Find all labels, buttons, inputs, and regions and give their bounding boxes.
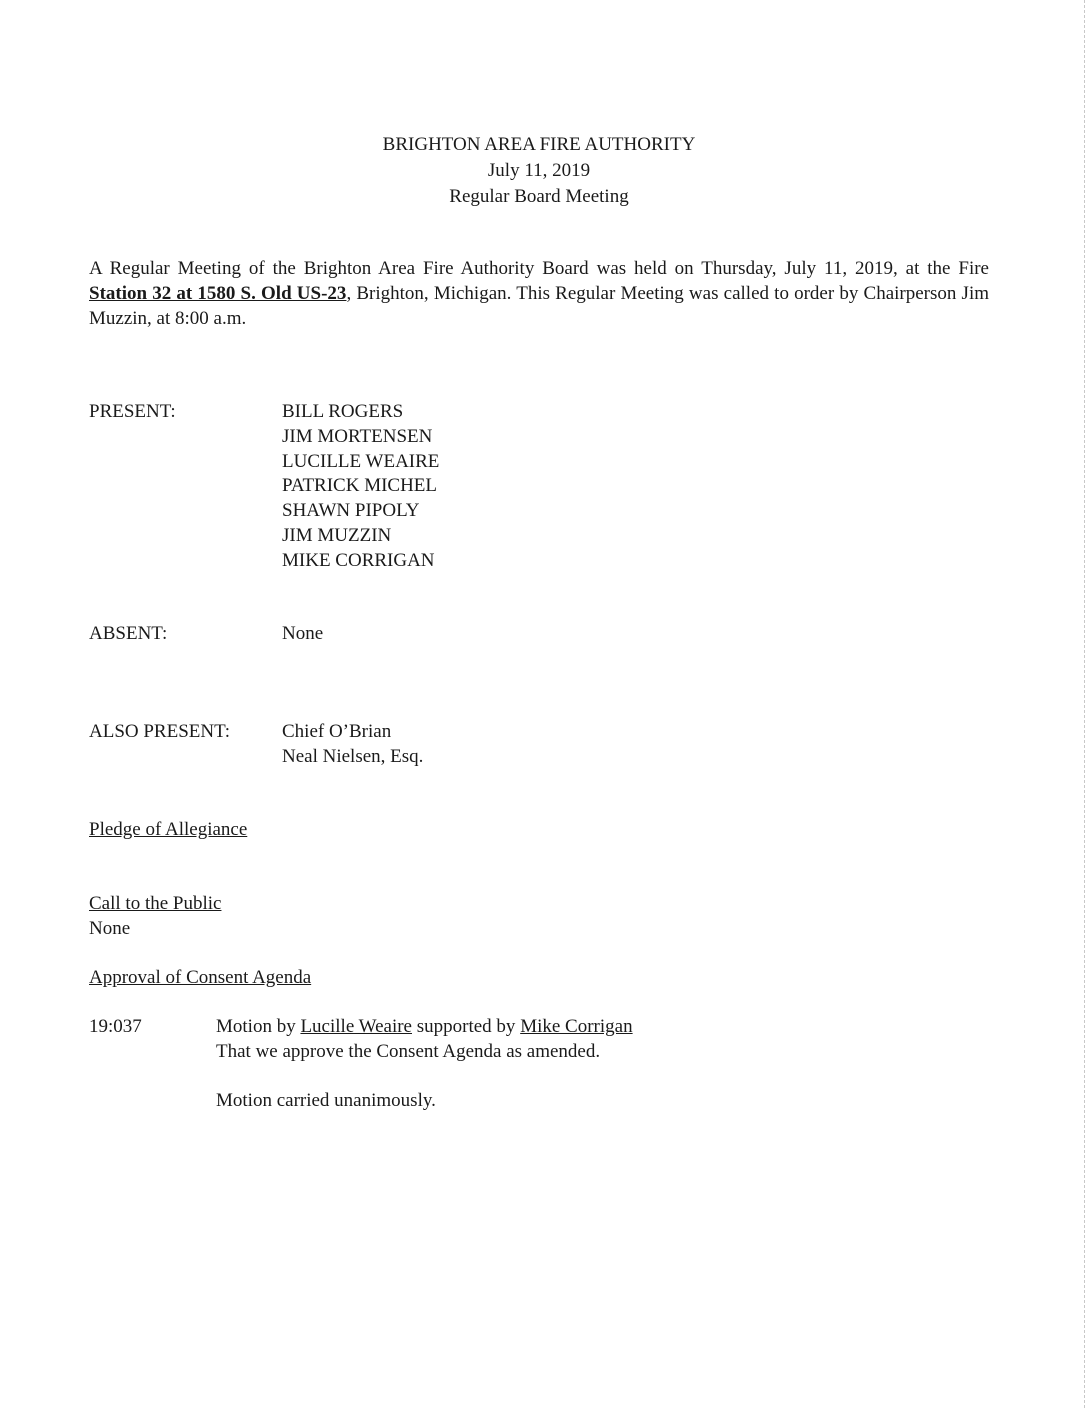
- motion-result: Motion carried unanimously.: [216, 1090, 436, 1111]
- absent-value: None: [282, 623, 324, 644]
- call-to-public-heading: Call to the Public: [89, 893, 222, 914]
- motion-supporter: Mike Corrigan: [520, 1016, 633, 1037]
- present-member: BILL ROGERS: [282, 401, 404, 422]
- present-label: PRESENT:: [89, 401, 176, 422]
- present-list: [282, 400, 439, 574]
- present-member: PATRICK MICHEL: [282, 475, 438, 497]
- scan-edge-line: [1083, 0, 1085, 1408]
- also-present-label: ALSO PRESENT:: [89, 721, 231, 742]
- present-member: JIM MUZZIN: [282, 524, 392, 546]
- motion-text: That we approve the Consent Agenda as amended.: [216, 1040, 601, 1062]
- org-name: BRIGHTON AREA FIRE AUTHORITY: [382, 134, 696, 155]
- also-present-member: Chief O’Brian: [282, 721, 392, 742]
- motion-middle: supported by: [412, 1016, 521, 1037]
- present-member: JIM MORTENSEN: [282, 425, 433, 447]
- motion-line: [216, 1015, 633, 1040]
- also-present-member: Neal Nielsen, Esq.: [282, 745, 424, 767]
- intro-paragraph: [89, 256, 989, 331]
- motion-number: 19:037: [89, 1016, 142, 1037]
- call-to-public-value: None: [89, 918, 131, 939]
- consent-agenda-heading: Approval of Consent Agenda: [89, 967, 312, 988]
- document-header: [0, 132, 1078, 210]
- motion-body: [216, 1015, 633, 1064]
- also-present-list: [282, 720, 423, 770]
- present-member: LUCILLE WEAIRE: [282, 450, 440, 472]
- present-member: MIKE CORRIGAN: [282, 549, 435, 571]
- intro-text-2: , Brighton, Michigan. This Regular Meeting was called to order by Chairperson Jim Muzzin, at 8:00 a.m.: [89, 283, 989, 329]
- meeting-date: July 11, 2019: [487, 160, 591, 181]
- motion-prefix: Motion by: [216, 1016, 301, 1037]
- motion-mover: Lucille Weaire: [300, 1016, 412, 1037]
- meeting-type: Regular Board Meeting: [449, 186, 629, 207]
- intro-location: Station 32 at 1580 S. Old US-23: [89, 283, 347, 304]
- absent-label: ABSENT:: [89, 623, 168, 644]
- pledge-heading: Pledge of Allegiance: [89, 819, 248, 840]
- present-member: SHAWN PIPOLY: [282, 500, 420, 522]
- intro-text-1: A Regular Meeting of the Brighton Area Fire Authority Board was held on Thursday, July 11, 2019, at the Fire: [89, 258, 989, 279]
